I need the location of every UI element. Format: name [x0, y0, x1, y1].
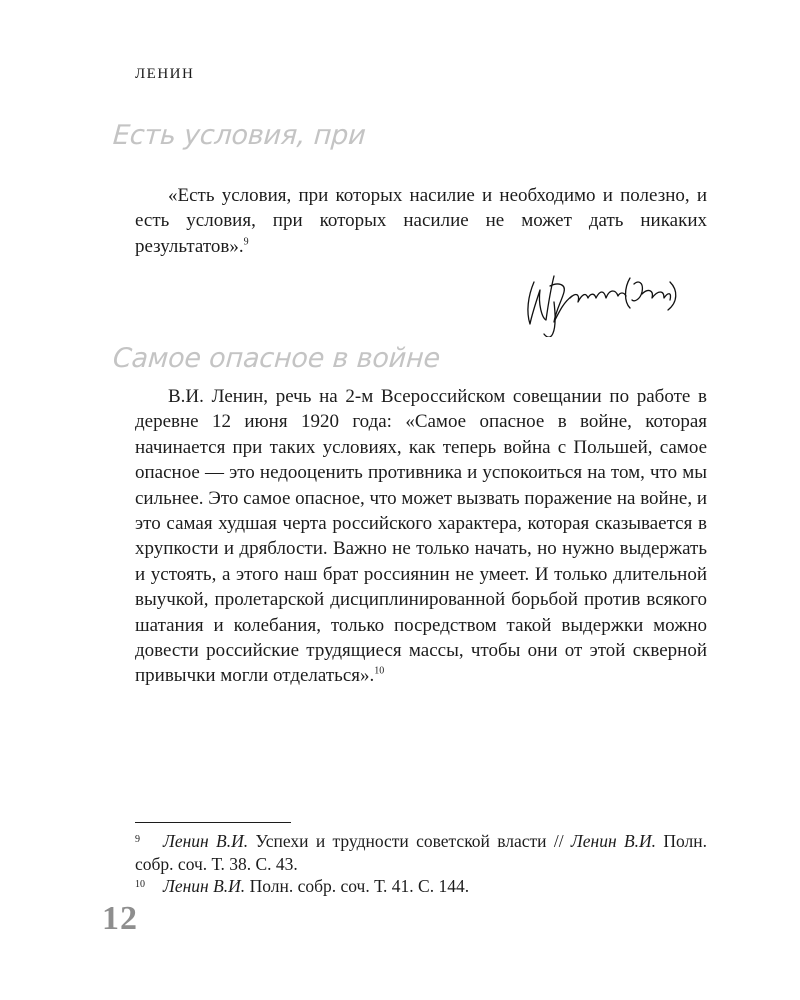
- running-title: ЛЕНИН: [135, 66, 195, 82]
- footnote-number: 10: [135, 879, 145, 890]
- footnote-9: [135, 830, 707, 875]
- quote-paragraph-1: [135, 183, 707, 259]
- signature-stroke-7: [668, 282, 676, 310]
- quote-text-1: «Есть условия, при которых насилие и необходимо и полезно, и есть условия, при которых насилие не может дать никаких результатов».: [135, 185, 707, 257]
- signature-stroke-1: [528, 276, 554, 324]
- footnote-text: Успехи и трудности советской власти //: [248, 831, 571, 851]
- signature-image: [520, 262, 680, 337]
- footnote-ref-10: 10: [374, 666, 385, 678]
- signature-stroke-5: [626, 278, 643, 308]
- footnote-divider: [135, 822, 291, 823]
- signature-stroke-4: [570, 291, 626, 302]
- section-heading-1: Есть условия, при: [111, 120, 367, 151]
- page-number: 12: [102, 900, 138, 937]
- signature-stroke-6: [642, 291, 671, 300]
- footnote-text-2: Полн. собр. соч. Т. 38. С. 43.: [135, 831, 708, 874]
- footnote-text: Полн. собр. соч. Т. 41. С. 144.: [245, 876, 470, 896]
- footnote-author: Ленин В.И.: [163, 831, 249, 851]
- footnotes: [135, 830, 707, 898]
- footnote-ref-9: 9: [243, 236, 249, 248]
- footnote-10: [135, 875, 707, 898]
- quote-paragraph-2: [135, 384, 707, 689]
- footnote-number: 9: [135, 834, 140, 845]
- section-heading-2: Самое опасное в войне: [111, 343, 442, 374]
- signature-stroke-2: [550, 284, 572, 322]
- footnote-author-2: Ленин В.И.: [570, 831, 657, 851]
- quote-text-2: В.И. Ленин, речь на 2-м Всероссийском совещании по работе в деревне 12 июня 1920 года: «Самое опасное в войне, которая начинается при таких условиях, как теперь война с Польшей, самое опасное — это недооценить противника и успокоиться на том, что мы сильнее. Это самое опасное, что может вызвать поражение на войне, и это самая худшая черта российского характера, которая сказывается в хрупкости и дряблости. Важно не только начать, но нужно выдержать и устоять, а этого наш брат россиянин не умеет. И только длительной выучкой, пролетарской дисциплинированной борьбой против всякого шатания и колебания, только посредством такой выдержки можно довести российские трудящиеся массы, чтобы они от этой скверной привычки могли отделаться».: [135, 386, 707, 687]
- footnote-author: Ленин В.И.: [163, 876, 246, 896]
